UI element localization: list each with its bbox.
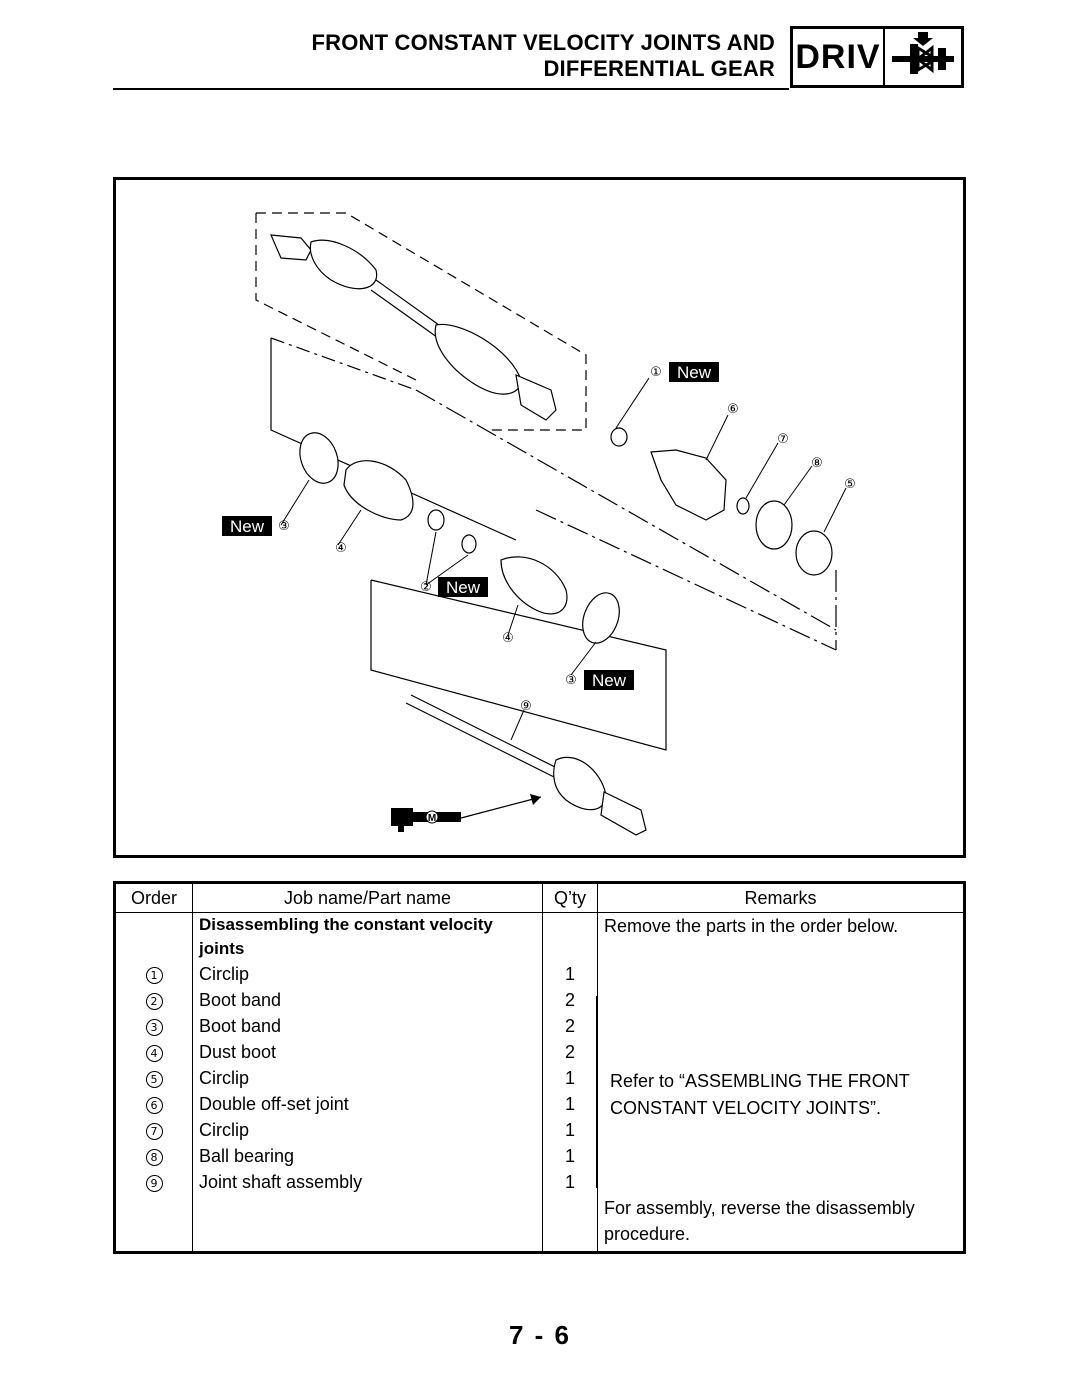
table-header-row [115, 883, 965, 913]
molybdenum-grease-icon [391, 808, 461, 832]
circlip-5 [796, 531, 832, 575]
final-remark: For assembly, reverse the disassembly procedure. [598, 1195, 965, 1253]
order-number: 6 [146, 1097, 163, 1114]
part-name: Double off-set joint [193, 1091, 543, 1117]
page-title [215, 30, 775, 82]
callout-4b: ④ [502, 631, 514, 646]
part-qty: 1 [543, 1065, 598, 1091]
part-name: Circlip [193, 1117, 543, 1143]
order-number: 1 [146, 967, 163, 984]
boot-band-2a [428, 510, 444, 530]
circlip-1 [611, 428, 627, 446]
part-name: Joint shaft assembly [193, 1169, 543, 1195]
callout-8: ⑧ [811, 456, 823, 471]
header-rule [113, 88, 789, 90]
order-number: 2 [146, 993, 163, 1010]
section-badge [790, 26, 964, 88]
callout-4a: ④ [335, 541, 347, 556]
table-row [115, 1039, 965, 1065]
part-qty: 1 [543, 1169, 598, 1195]
header-qty: Q’ty [543, 883, 598, 913]
complete-drive-shaft [271, 235, 556, 420]
part-qty: 1 [543, 1091, 598, 1117]
part-qty: 2 [543, 1013, 598, 1039]
svg-text:M: M [427, 813, 437, 824]
page-number: 7 - 6 [508, 1320, 572, 1350]
order-number: 3 [146, 1019, 163, 1036]
header-job: Job name/Part name [193, 883, 543, 913]
part-name: Dust boot [193, 1039, 543, 1065]
callout-7: ⑦ [777, 432, 789, 447]
new-badge-1 [669, 362, 719, 382]
table-section-row [115, 913, 965, 962]
part-qty: 2 [543, 1039, 598, 1065]
callout-6: ⑥ [727, 402, 739, 417]
boot-band-2b [462, 535, 476, 553]
header-order: Order [115, 883, 193, 913]
part-qty: 2 [543, 987, 598, 1013]
new-badge-3a [222, 516, 272, 536]
table-row [115, 1169, 965, 1195]
order-number: 7 [146, 1123, 163, 1140]
boot-band-3a [293, 427, 345, 488]
callout-2: ② [420, 580, 432, 595]
part-name: Ball bearing [193, 1143, 543, 1169]
new-badge-3b [584, 670, 634, 690]
table-row [115, 961, 965, 987]
svg-text:New: New [445, 578, 481, 597]
callout-1: ① [650, 365, 662, 380]
order-number: 5 [146, 1071, 163, 1088]
table-row [115, 987, 965, 1013]
table-final-row [115, 1195, 965, 1253]
new-badge-2 [438, 577, 488, 597]
part-qty: 1 [543, 961, 598, 987]
double-offset-joint [651, 450, 726, 520]
dust-boot-4b [501, 557, 567, 614]
refer-remark [610, 1068, 910, 1122]
part-qty: 1 [543, 1143, 598, 1169]
order-number: 9 [146, 1175, 163, 1192]
svg-text:New: New [676, 363, 712, 382]
svg-text:New: New [591, 671, 627, 690]
part-name: Boot band [193, 1013, 543, 1039]
remark-bracket [596, 996, 600, 1188]
refer-remark-line-1: Refer to “ASSEMBLING THE FRONT [610, 1071, 910, 1091]
callout-9: ⑨ [520, 699, 532, 714]
refer-remark-line-2: CONSTANT VELOCITY JOINTS”. [610, 1098, 882, 1118]
section-code: DRIV [793, 29, 885, 85]
callout-3a: ③ [278, 519, 290, 534]
ball-bearing [756, 501, 792, 549]
part-name: Circlip [193, 961, 543, 987]
circlip-7 [737, 498, 749, 514]
svg-text:New: New [229, 517, 265, 536]
order-number: 4 [146, 1045, 163, 1062]
title-line-2: DIFFERENTIAL GEAR [543, 56, 775, 81]
part-name: Boot band [193, 987, 543, 1013]
section-remark: Remove the parts in the order below. [598, 913, 965, 962]
table-row [115, 1143, 965, 1169]
callout-5: ⑤ [844, 477, 856, 492]
title-line-1: FRONT CONSTANT VELOCITY JOINTS AND [311, 30, 775, 55]
header-remarks: Remarks [598, 883, 965, 913]
order-number: 8 [146, 1149, 163, 1166]
part-qty: 1 [543, 1117, 598, 1143]
driveshaft-icon [885, 29, 961, 85]
section-title: Disassembling the constant velocity joints [193, 913, 543, 962]
dust-boot-4a [344, 461, 413, 520]
exploded-diagram [113, 177, 966, 858]
table-row [115, 1013, 965, 1039]
part-name: Circlip [193, 1065, 543, 1091]
callout-3b: ③ [565, 673, 577, 688]
